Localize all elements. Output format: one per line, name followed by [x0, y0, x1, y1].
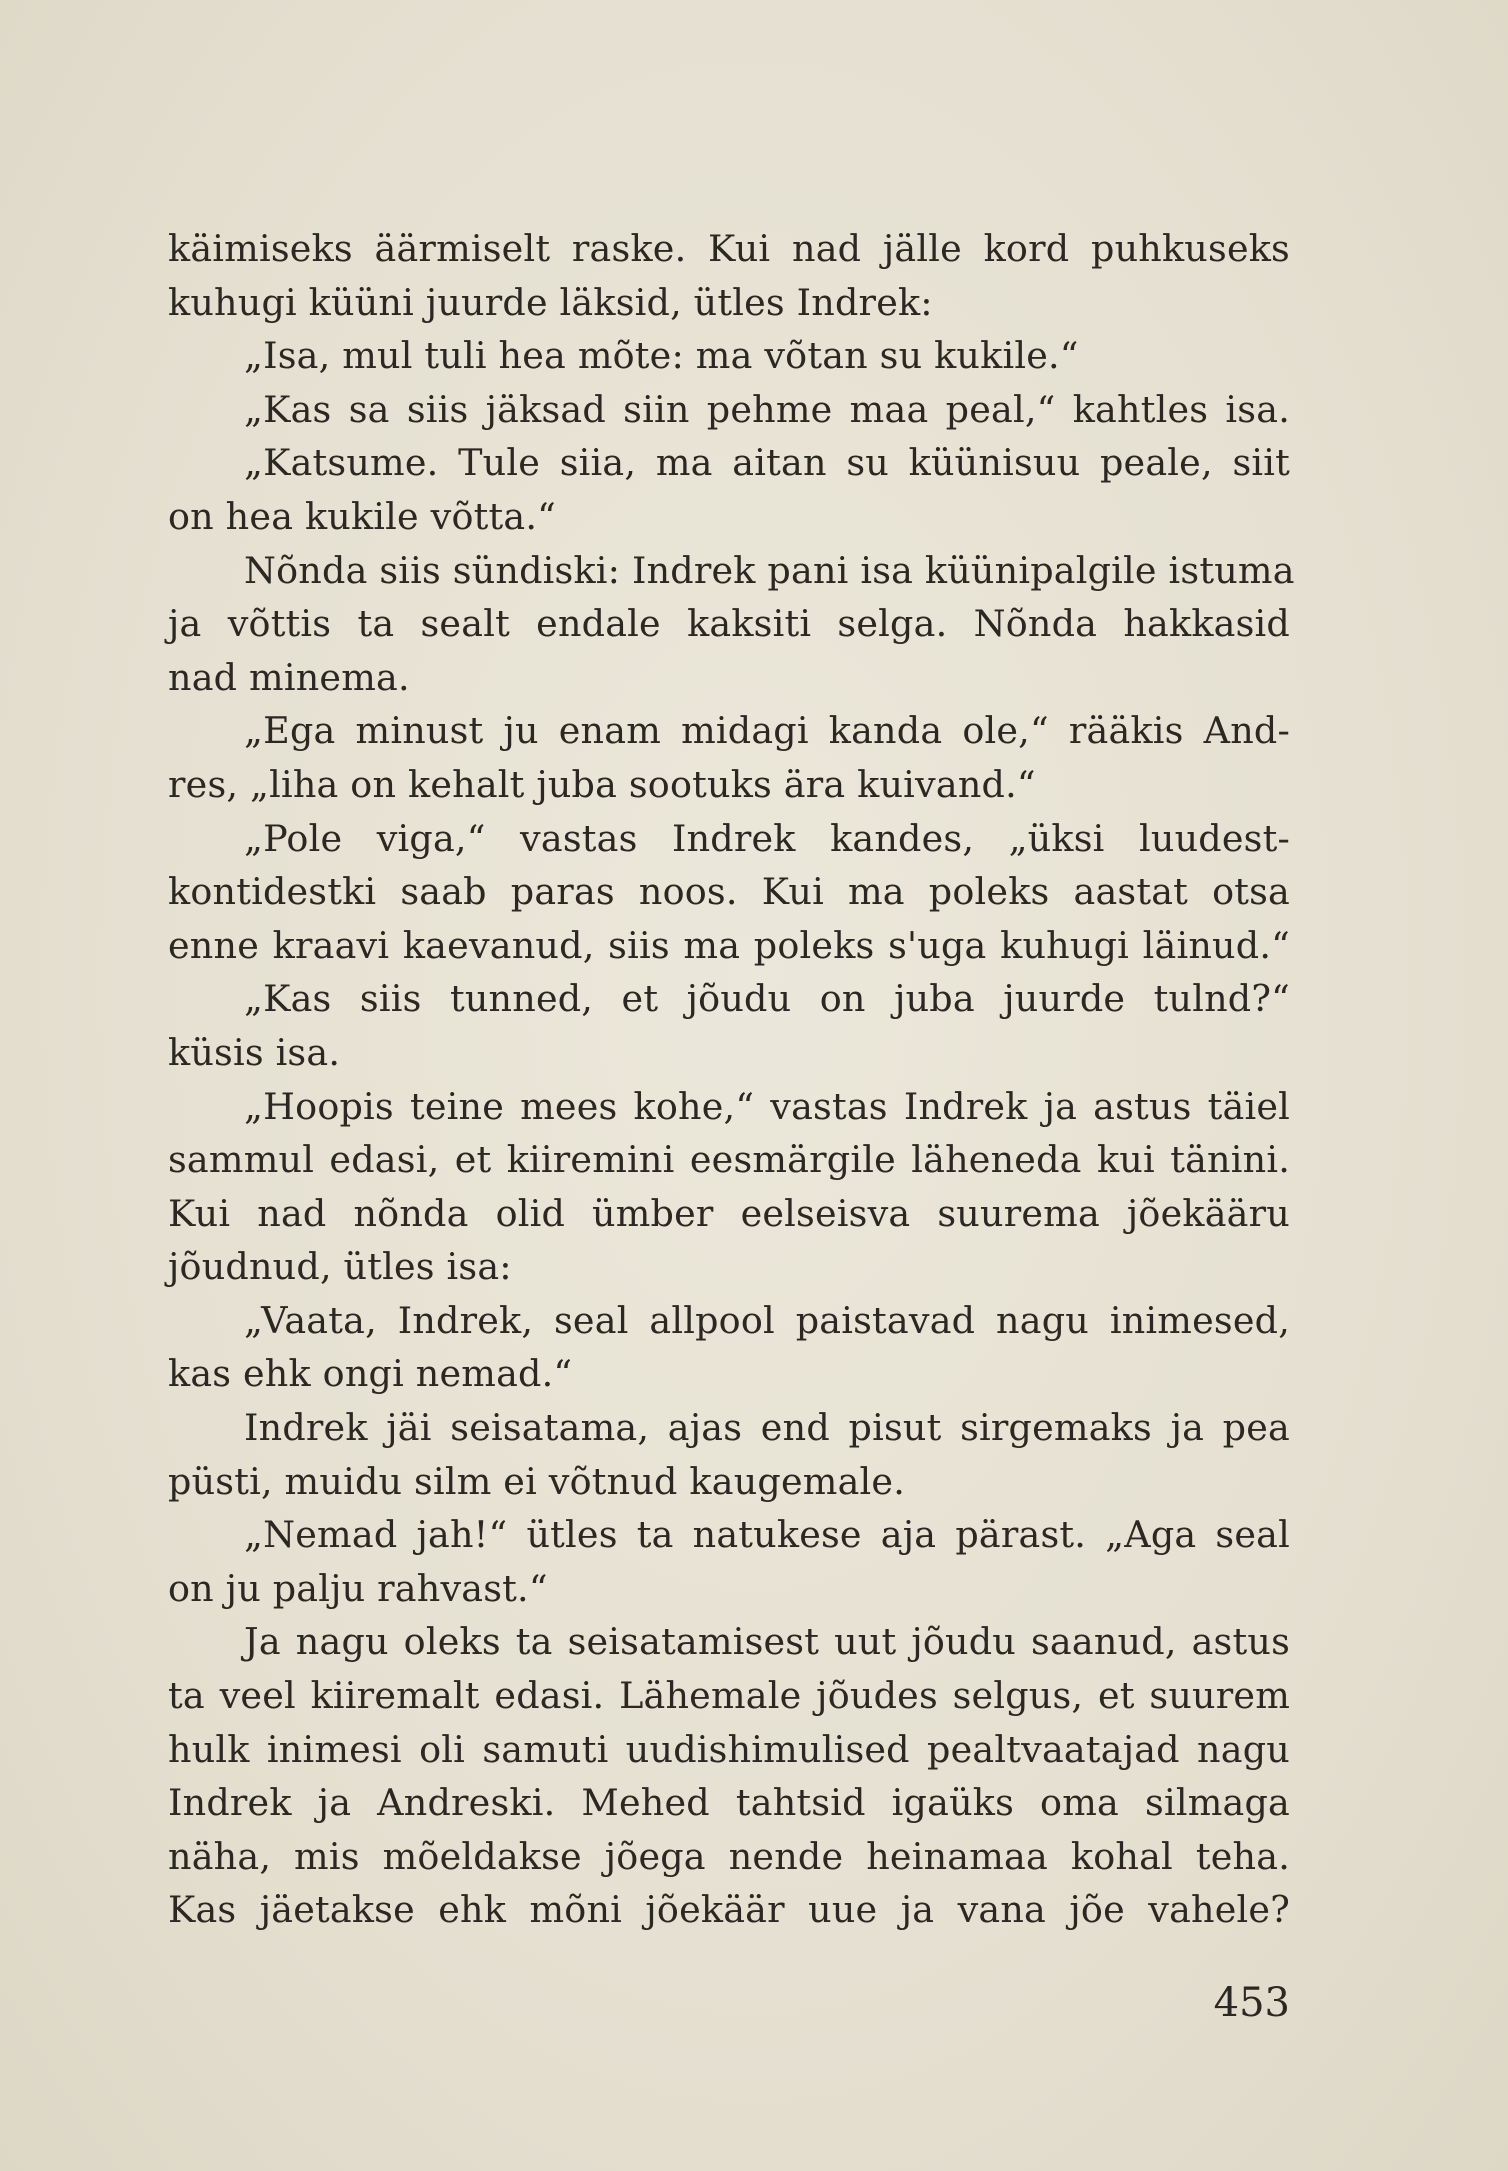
text-line: „Kas siis tunned, et jõudu on juba juurde tulnd?“ — [244, 977, 1290, 1021]
text-line: „Vaata, Indrek, seal allpool paistavad nagu inimesed, — [244, 1298, 1290, 1342]
text-line: küsis isa. — [168, 1030, 341, 1074]
text-line: on ju palju rahvast.“ — [168, 1566, 548, 1610]
text-line: hulk inimesi oli samuti uudishimulised pealtvaatajad nagu — [168, 1727, 1290, 1771]
text-line: ta veel kiiremalt edasi. Lähemale jõudes selgus, et suurem — [168, 1674, 1290, 1718]
text-line: jõudnud, ütles isa: — [168, 1245, 512, 1289]
text-line: „Nemad jah!“ ütles ta natukese aja pärast. „Aga seal — [244, 1513, 1290, 1557]
body-text — [168, 222, 1295, 1937]
text-line: näha, mis mõeldakse jõega nende heinamaa kohal teha. — [168, 1834, 1290, 1878]
text-line: „Ega minust ju enam midagi kanda ole,“ rääkis And- — [244, 709, 1290, 753]
text-line: „Katsume. Tule siia, ma aitan su küünisuu peale, siit — [244, 441, 1290, 485]
text-line: nad minema. — [168, 655, 410, 699]
text-line: „Kas sa siis jäksad siin pehme maa peal,“ kahtles isa. — [244, 387, 1290, 431]
text-line: Kui nad nõnda olid ümber eelseisva suurema jõekääru — [168, 1191, 1290, 1235]
text-line: „Pole viga,“ vastas Indrek kandes, „üksi luudest- — [244, 816, 1290, 860]
text-line: Indrek ja Andreski. Mehed tahtsid igaüks oma silmaga — [168, 1781, 1290, 1825]
text-line: kuhugi küüni juurde läksid, ütles Indrek: — [168, 280, 933, 324]
text-line: enne kraavi kaevanud, siis ma poleks s'uga kuhugi läinud.“ — [168, 923, 1290, 967]
text-line: Ja nagu oleks ta seisatamisest uut jõudu saanud, astus — [244, 1620, 1290, 1664]
text-line: käimiseks äärmiselt raske. Kui nad jälle kord puhkuseks — [168, 227, 1290, 270]
text-line: püsti, muidu silm ei võtnud kaugemale. — [168, 1459, 906, 1503]
text-line: Indrek jäi seisatama, ajas end pisut sirgemaks ja pea — [244, 1406, 1290, 1450]
text-line: „Hoopis teine mees kohe,“ vastas Indrek ja astus täiel — [244, 1084, 1290, 1128]
text-line: kas ehk ongi nemad.“ — [168, 1352, 573, 1396]
text-line: Nõnda siis sündiski: Indrek pani isa küünipalgile istuma — [244, 548, 1295, 592]
text-line: ja võttis ta sealt endale kaksiti selga. Nõnda hakkasid — [168, 602, 1290, 646]
text-line: sammul edasi, et kiiremini eesmärgile läheneda kui tänini. — [168, 1138, 1290, 1182]
page-number: 453 — [1213, 1980, 1290, 2026]
text-line: Kas jäetakse ehk mõni jõekäär uue ja vana jõe vahele? — [168, 1888, 1290, 1932]
text-line: on hea kukile võtta.“ — [168, 494, 557, 538]
text-line: „Isa, mul tuli hea mõte: ma võtan su kukile.“ — [244, 334, 1079, 378]
text-line: kontidestki saab paras noos. Kui ma poleks aastat otsa — [168, 870, 1290, 914]
text-line: res, „liha on kehalt juba sootuks ära kuivand.“ — [168, 762, 1036, 806]
